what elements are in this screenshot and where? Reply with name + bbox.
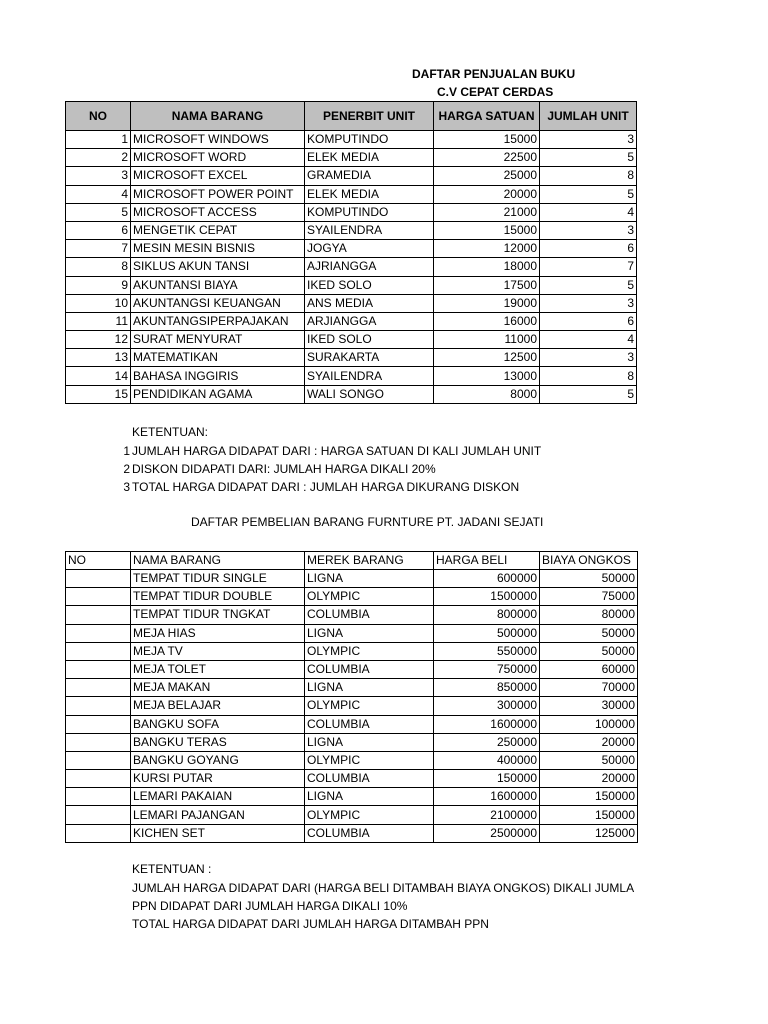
row-number: 13: [66, 349, 131, 367]
publisher: SURAKARTA: [305, 349, 434, 367]
buy-price: 300000: [434, 697, 540, 715]
shipping-cost: 30000: [540, 697, 638, 715]
item-name: MICROSOFT WINDOWS: [131, 131, 305, 149]
rule-text: DISKON DIDAPATI DARI: JUMLAH HARGA DIKALI 20%: [132, 462, 436, 476]
brand: OLYMPIC: [305, 697, 434, 715]
row-number: 12: [66, 331, 131, 349]
table-row: [66, 570, 638, 588]
publisher: IKED SOLO: [305, 331, 434, 349]
brand: COLUMBIA: [305, 770, 434, 788]
item-name: PENDIDIKAN AGAMA: [131, 385, 305, 403]
publisher: KOMPUTINDO: [305, 203, 434, 221]
brand: LIGNA: [305, 733, 434, 751]
buy-price: 2500000: [434, 824, 540, 842]
table-row: [66, 167, 637, 185]
rule-text: PPN DIDAPAT DARI JUMLAH HARGA DIKALI 10%: [132, 899, 408, 913]
row-number: 11: [66, 312, 131, 330]
table-row: [66, 733, 638, 751]
item-name: MICROSOFT ACCESS: [131, 203, 305, 221]
unit-quantity: 6: [540, 312, 637, 330]
buy-price: 800000: [434, 606, 540, 624]
shipping-cost: 50000: [540, 570, 638, 588]
item-name: MEJA TV: [131, 642, 305, 660]
item-name: BANGKU GOYANG: [131, 751, 305, 769]
row-number: [66, 606, 131, 624]
buy-price: 1500000: [434, 588, 540, 606]
unit-price: 19000: [434, 294, 540, 312]
shipping-cost: 50000: [540, 751, 638, 769]
publisher: AJRIANGGA: [305, 258, 434, 276]
buy-price: 750000: [434, 660, 540, 678]
table-row: [66, 131, 637, 149]
buy-price: 2100000: [434, 806, 540, 824]
unit-price: 25000: [434, 167, 540, 185]
unit-price: 8000: [434, 385, 540, 403]
unit-price: 15000: [434, 221, 540, 239]
item-name: MATEMATIKAN: [131, 349, 305, 367]
row-number: [66, 697, 131, 715]
item-name: LEMARI PAJANGAN: [131, 806, 305, 824]
table-row: [66, 185, 637, 203]
unit-quantity: 3: [540, 294, 637, 312]
item-name: AKUNTANGSIPERPAJAKAN: [131, 312, 305, 330]
table-row: [66, 331, 637, 349]
item-name: MEJA HIAS: [131, 624, 305, 642]
item-name: MEJA MAKAN: [131, 679, 305, 697]
item-name: MESIN MESIN BISNIS: [131, 240, 305, 258]
item-name: KURSI PUTAR: [131, 770, 305, 788]
row-number: 8: [66, 258, 131, 276]
rule-text: JUMLAH HARGA DIDAPAT DARI : HARGA SATUAN DI KALI JUMLAH UNIT: [132, 444, 542, 458]
shipping-cost: 125000: [540, 824, 638, 842]
row-number: 10: [66, 294, 131, 312]
publisher: GRAMEDIA: [305, 167, 434, 185]
item-name: SURAT MENYURAT: [131, 331, 305, 349]
rule-number: 3: [123, 480, 130, 494]
row-number: 9: [66, 276, 131, 294]
shipping-cost: 20000: [540, 733, 638, 751]
publisher: ARJIANGGA: [305, 312, 434, 330]
unit-price: 15000: [434, 131, 540, 149]
rule-text: TOTAL HARGA DIDAPAT DARI JUMLAH HARGA DITAMBAH PPN: [132, 917, 489, 931]
row-number: 5: [66, 203, 131, 221]
row-number: [66, 679, 131, 697]
row-number: [66, 788, 131, 806]
buy-price: 1600000: [434, 715, 540, 733]
unit-price: 21000: [434, 203, 540, 221]
sales-title: DAFTAR PENJUALAN BUKU: [412, 67, 576, 81]
item-name: BANGKU TERAS: [131, 733, 305, 751]
row-number: 4: [66, 185, 131, 203]
shipping-cost: 70000: [540, 679, 638, 697]
unit-quantity: 3: [540, 349, 637, 367]
item-name: MICROSOFT POWER POINT: [131, 185, 305, 203]
row-number: [66, 624, 131, 642]
shipping-cost: 60000: [540, 660, 638, 678]
buy-price: 550000: [434, 642, 540, 660]
unit-price: 11000: [434, 331, 540, 349]
rule-number: 2: [123, 462, 130, 476]
table-row: [66, 806, 638, 824]
row-number: [66, 770, 131, 788]
row-number: 15: [66, 385, 131, 403]
table-row: [66, 588, 638, 606]
brand: OLYMPIC: [305, 751, 434, 769]
brand: OLYMPIC: [305, 806, 434, 824]
table-row: [66, 294, 637, 312]
unit-quantity: 3: [540, 221, 637, 239]
table-row: [66, 606, 638, 624]
item-name: MICROSOFT EXCEL: [131, 167, 305, 185]
item-name: AKUNTANGSI KEUANGAN: [131, 294, 305, 312]
publisher: SYAILENDRA: [305, 367, 434, 385]
table-row: [66, 385, 637, 403]
row-number: [66, 715, 131, 733]
buy-price: 400000: [434, 751, 540, 769]
publisher: JOGYA: [305, 240, 434, 258]
publisher: KOMPUTINDO: [305, 131, 434, 149]
buy-price: 250000: [434, 733, 540, 751]
unit-quantity: 6: [540, 240, 637, 258]
item-name: KICHEN SET: [131, 824, 305, 842]
shipping-cost: 150000: [540, 788, 638, 806]
table-row: [66, 770, 638, 788]
row-number: [66, 570, 131, 588]
publisher: IKED SOLO: [305, 276, 434, 294]
item-name: TEMPAT TIDUR SINGLE: [131, 570, 305, 588]
unit-quantity: 7: [540, 258, 637, 276]
brand: COLUMBIA: [305, 715, 434, 733]
shipping-cost: 100000: [540, 715, 638, 733]
row-number: 14: [66, 367, 131, 385]
item-name: TEMPAT TIDUR TNGKAT: [131, 606, 305, 624]
table-row: [66, 697, 638, 715]
table-row: [66, 642, 638, 660]
row-number: 3: [66, 167, 131, 185]
unit-price: 16000: [434, 312, 540, 330]
table-row: [66, 751, 638, 769]
row-number: 6: [66, 221, 131, 239]
unit-price: 12500: [434, 349, 540, 367]
unit-quantity: 5: [540, 276, 637, 294]
unit-quantity: 5: [540, 185, 637, 203]
brand: OLYMPIC: [305, 588, 434, 606]
table-row: [66, 312, 637, 330]
row-number: 2: [66, 149, 131, 167]
sales-header-row: [66, 102, 637, 131]
shipping-cost: 80000: [540, 606, 638, 624]
sales-table: [65, 101, 637, 404]
row-number: 7: [66, 240, 131, 258]
purchase-table-body: [66, 570, 638, 843]
row-number: [66, 806, 131, 824]
publisher: ELEK MEDIA: [305, 185, 434, 203]
rule-number: 1: [123, 444, 130, 458]
row-number: [66, 660, 131, 678]
unit-quantity: 4: [540, 203, 637, 221]
shipping-cost: 50000: [540, 624, 638, 642]
purchase-rules-title: KETENTUAN :: [132, 862, 212, 876]
item-name: LEMARI PAKAIAN: [131, 788, 305, 806]
sales-rules-title: KETENTUAN:: [132, 425, 209, 439]
unit-price: 13000: [434, 367, 540, 385]
unit-quantity: 5: [540, 149, 637, 167]
unit-quantity: 5: [540, 385, 637, 403]
table-row: [66, 660, 638, 678]
shipping-cost: 75000: [540, 588, 638, 606]
item-name: SIKLUS AKUN TANSI: [131, 258, 305, 276]
item-name: MENGETIK CEPAT: [131, 221, 305, 239]
purchase-header-no: NO: [66, 552, 131, 570]
row-number: [66, 824, 131, 842]
row-number: [66, 733, 131, 751]
purchase-table: [65, 551, 638, 843]
table-row: [66, 715, 638, 733]
table-row: [66, 240, 637, 258]
row-number: [66, 588, 131, 606]
item-name: TEMPAT TIDUR DOUBLE: [131, 588, 305, 606]
item-name: AKUNTANSI BIAYA: [131, 276, 305, 294]
brand: COLUMBIA: [305, 606, 434, 624]
unit-price: 17500: [434, 276, 540, 294]
buy-price: 1600000: [434, 788, 540, 806]
sales-header-publisher: PENERBIT UNIT: [305, 102, 434, 131]
brand: OLYMPIC: [305, 642, 434, 660]
rule-text: TOTAL HARGA DIDAPAT DARI : JUMLAH HARGA DIKURANG DISKON: [132, 480, 520, 494]
purchase-header-name: NAMA BARANG: [131, 552, 305, 570]
table-row: [66, 203, 637, 221]
item-name: MEJA BELAJAR: [131, 697, 305, 715]
unit-price: 18000: [434, 258, 540, 276]
item-name: BAHASA INGGIRIS: [131, 367, 305, 385]
sales-header-no: NO: [66, 102, 131, 131]
table-row: [66, 788, 638, 806]
unit-quantity: 3: [540, 131, 637, 149]
table-row: [66, 624, 638, 642]
brand: COLUMBIA: [305, 660, 434, 678]
buy-price: 600000: [434, 570, 540, 588]
brand: LIGNA: [305, 788, 434, 806]
row-number: [66, 642, 131, 660]
publisher: ELEK MEDIA: [305, 149, 434, 167]
purchase-header-shipping-cost: BIAYA ONGKOS: [540, 552, 638, 570]
purchase-title: DAFTAR PEMBELIAN BARANG FURNTURE PT. JADANI SEJATI: [191, 515, 544, 529]
publisher: WALI SONGO: [305, 385, 434, 403]
unit-quantity: 8: [540, 367, 637, 385]
shipping-cost: 50000: [540, 642, 638, 660]
table-row: [66, 824, 638, 842]
table-row: [66, 349, 637, 367]
sales-header-quantity: JUMLAH UNIT: [540, 102, 637, 131]
table-row: [66, 367, 637, 385]
sales-header-name: NAMA BARANG: [131, 102, 305, 131]
shipping-cost: 150000: [540, 806, 638, 824]
unit-quantity: 4: [540, 331, 637, 349]
purchase-header-row: [66, 552, 638, 570]
item-name: MEJA TOLET: [131, 660, 305, 678]
sales-header-unit-price: HARGA SATUAN: [434, 102, 540, 131]
row-number: 1: [66, 131, 131, 149]
buy-price: 500000: [434, 624, 540, 642]
item-name: MICROSOFT WORD: [131, 149, 305, 167]
publisher: SYAILENDRA: [305, 221, 434, 239]
table-row: [66, 276, 637, 294]
rule-text: JUMLAH HARGA DIDAPAT DARI (HARGA BELI DITAMBAH BIAYA ONGKOS) DIKALI JUMLA: [132, 881, 635, 895]
table-row: [66, 679, 638, 697]
brand: LIGNA: [305, 570, 434, 588]
brand: LIGNA: [305, 679, 434, 697]
brand: COLUMBIA: [305, 824, 434, 842]
unit-price: 12000: [434, 240, 540, 258]
table-row: [66, 149, 637, 167]
item-name: BANGKU SOFA: [131, 715, 305, 733]
sales-subtitle: C.V CEPAT CERDAS: [437, 85, 554, 99]
row-number: [66, 751, 131, 769]
publisher: ANS MEDIA: [305, 294, 434, 312]
unit-price: 20000: [434, 185, 540, 203]
sales-table-body: [66, 131, 637, 404]
unit-quantity: 8: [540, 167, 637, 185]
buy-price: 150000: [434, 770, 540, 788]
unit-price: 22500: [434, 149, 540, 167]
table-row: [66, 221, 637, 239]
table-row: [66, 258, 637, 276]
purchase-header-brand: MEREK BARANG: [305, 552, 434, 570]
buy-price: 850000: [434, 679, 540, 697]
purchase-header-buy-price: HARGA BELI: [434, 552, 540, 570]
brand: LIGNA: [305, 624, 434, 642]
shipping-cost: 20000: [540, 770, 638, 788]
